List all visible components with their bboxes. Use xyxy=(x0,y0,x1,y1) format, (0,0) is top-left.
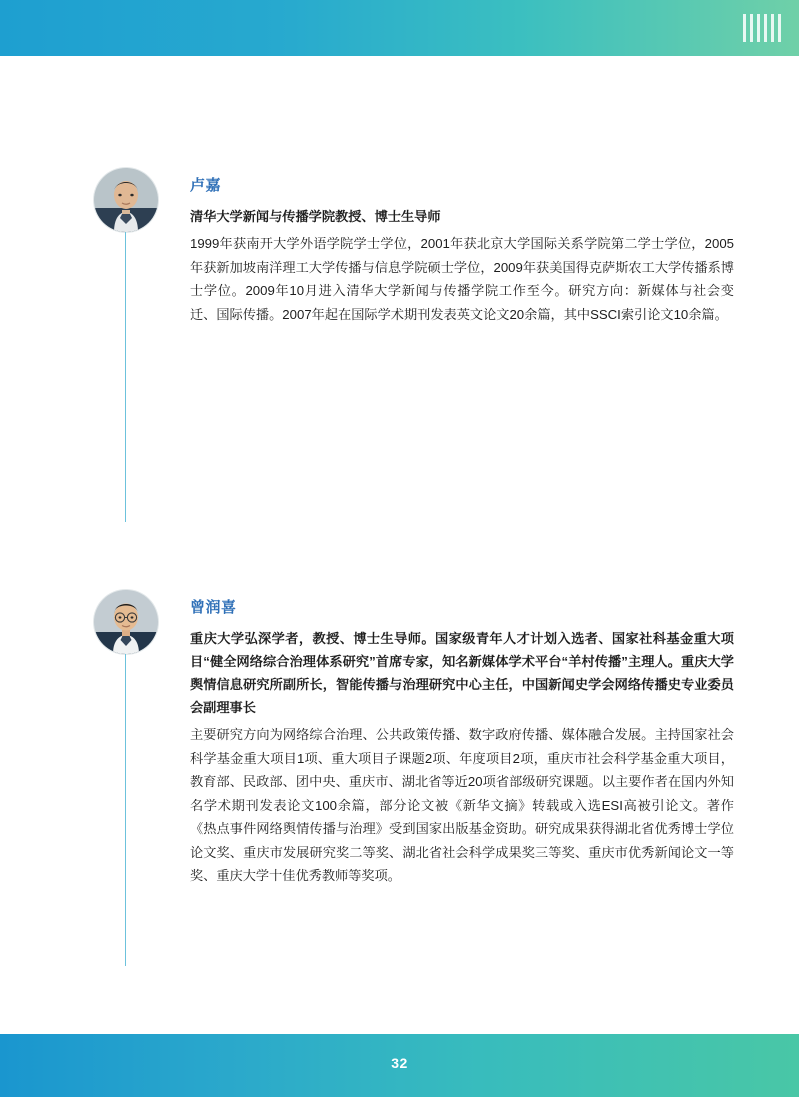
avatar-column xyxy=(94,168,190,232)
profile-entry xyxy=(94,590,734,888)
page-number: 32 xyxy=(391,1055,408,1071)
header-tick-marks xyxy=(743,14,781,42)
connector-line xyxy=(125,654,126,966)
profile-text xyxy=(190,168,734,326)
avatar-column xyxy=(94,590,190,654)
page-header-bar xyxy=(0,0,799,56)
person-description: 主要研究方向为网络综合治理、公共政策传播、数字政府传播、媒体融合发展。主持国家社会科学基金重大项目1项、重大项目子课题2项、年度项目2项，重庆市社会科学基金重大项目，教育部、民政部、团中央、重庆市、湖北省等近20项省部级研究课题。以主要作者在国内外知名学术期刊发表论文100余篇，部分论文被《新华文摘》转载或入选ESI高被引论文。著作《热点事件网络舆情传播与治理》受到国家出版基金资助。研究成果获得湖北省优秀博士学位论文奖、重庆市发展研究奖二等奖、湖北省社会科学成果奖三等奖、重庆市优秀新闻论文一等奖、重庆大学十佳优秀教师等奖项。 xyxy=(190,727,734,884)
portrait-photo-icon xyxy=(94,168,158,232)
portrait-photo-icon xyxy=(94,590,158,654)
avatar xyxy=(94,590,158,654)
person-description: 1999年获南开大学外语学院学士学位，2001年获北京大学国际关系学院第二学士学位，2005年获新加坡南洋理工大学传播与信息学院硕士学位，2009年获美国得克萨斯农工大学传播系博士学位。2009年10月进入清华大学新闻与传播学院工作至今。研究方向：新媒体与社会变迁、国际传播。2007年起在国际学术期刊发表英文论文20余篇，其中SSCI索引论文10余篇。 xyxy=(190,236,734,322)
person-title: 清华大学新闻与传播学院教授、博士生导师 xyxy=(190,209,441,224)
avatar xyxy=(94,168,158,232)
connector-line xyxy=(125,232,126,522)
person-name: 曾润喜 xyxy=(190,599,237,616)
profile-text xyxy=(190,590,734,888)
profile-entry xyxy=(94,168,734,326)
page-content xyxy=(0,56,799,1037)
person-title: 重庆大学弘深学者，教授、博士生导师。国家级青年人才计划入选者、国家社科基金重大项目“健全网络综合治理体系研究”首席专家，知名新媒体学术平台“羊村传播”主理人。重庆大学舆情信息研究所副所长，智能传播与治理研究中心主任，中国新闻史学会网络传播史专业委员会副理事长 xyxy=(190,631,734,716)
person-name: 卢嘉 xyxy=(190,177,222,194)
